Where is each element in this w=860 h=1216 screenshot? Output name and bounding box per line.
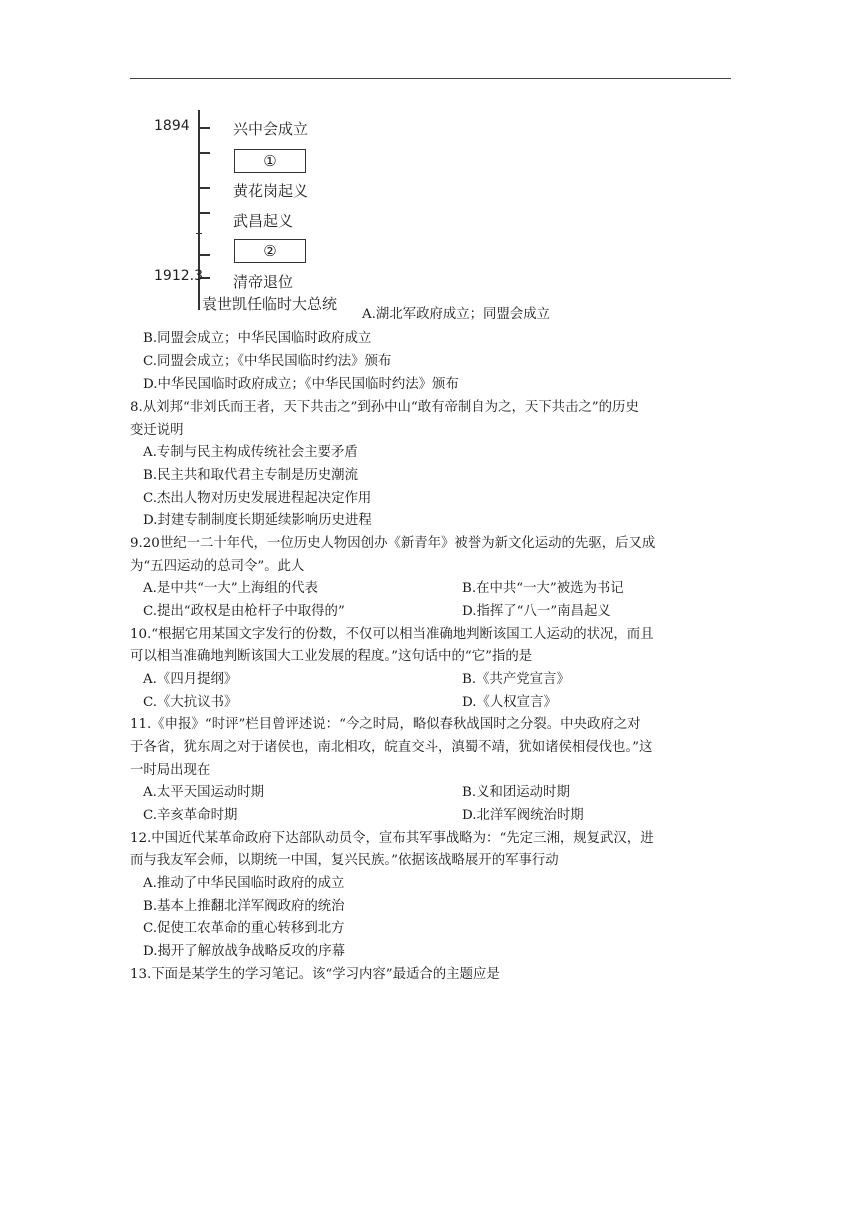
q13-stem: 13.下面是某学生的学习笔记。该“学习内容”最适合的主题应是	[130, 967, 500, 982]
timeline-event: 武昌起义	[233, 212, 294, 230]
q10-stem: 可以相当准确地判断该国大工业发展的程度。”这句话中的“它”指的是	[130, 649, 533, 664]
q9-option-a: A.是中共“一大”上海组的代表	[143, 581, 318, 596]
q7-option-d: D.中华民国临时政府成立；《中华民国临时约法》颁布	[143, 377, 459, 392]
timeline-tick	[198, 187, 210, 189]
q10-stem: 10.“根据它用某国文字发行的份数，不仅可以相当准确地判断该国工人运动的状况，而且	[130, 627, 654, 642]
q8-option-a: A.专制与民主构成传统社会主要矛盾	[143, 445, 358, 460]
timeline-year-end: 1912.3	[154, 268, 203, 284]
timeline-blank-box-2: ②	[234, 239, 306, 263]
q9-stem: 9.20世纪一二十年代，一位历史人物因创办《新青年》被誉为新文化运动的先驱，后又成	[130, 536, 656, 551]
timeline-tick	[198, 212, 210, 214]
q8-option-b: B.民主共和取代君主专制是历史潮流	[143, 468, 358, 483]
q11-option-b: B.义和团运动时期	[462, 785, 570, 800]
timeline-tick	[196, 233, 202, 234]
timeline-event: 兴中会成立	[233, 120, 309, 138]
q7-option-a: A.湖北军政府成立；同盟会成立	[362, 307, 551, 322]
q11-stem: 一时局出现在	[130, 763, 211, 778]
q12-option-d: D.揭开了解放战争战略反攻的序幕	[143, 944, 345, 959]
timeline-year-start: 1894	[154, 118, 190, 134]
q9-stem: 为“五四运动的总司令”。此人	[130, 559, 305, 574]
timeline-tick	[198, 254, 210, 256]
q12-option-c: C.促使工农革命的重心转移到北方	[143, 921, 345, 936]
timeline-event: 黄花岗起义	[233, 182, 309, 200]
q9-option-d: D.指挥了“八一”南昌起义	[462, 604, 611, 619]
q10-option-a: A.《四月提纲》	[143, 672, 238, 687]
q12-stem: 而与我友军会师，以期统一中国，复兴民族。”依据该战略展开的军事行动	[130, 853, 559, 868]
q11-stem: 11.《申报》“时评”栏目曾评述说：“今之时局，略似春秋战国时之分裂。中央政府之对	[130, 717, 641, 732]
q12-option-b: B.基本上推翻北洋军阀政府的统治	[143, 899, 345, 914]
q12-stem: 12.中国近代某革命政府下达部队动员令，宣布其军事战略为：“先定三湘，规复武汉，进	[130, 831, 654, 846]
q8-option-c: C.杰出人物对历史发展进程起决定作用	[143, 491, 372, 506]
timeline-event: 袁世凯任临时大总统	[202, 295, 338, 313]
q8-stem: 8.从刘邦“非刘氏而王者，天下共击之”到孙中山“敢有帝制自为之，天下共击之”的历史	[130, 400, 639, 415]
timeline-figure	[150, 100, 380, 330]
q11-option-c: C.辛亥革命时期	[143, 808, 238, 823]
timeline-blank-box-1: ①	[234, 149, 306, 173]
q10-option-d: D.《人权宣言》	[462, 695, 557, 710]
q10-option-b: B.《共产党宣言》	[462, 672, 570, 687]
header-rule	[130, 78, 731, 79]
timeline-tick	[198, 152, 210, 154]
q8-option-d: D.封建专制制度长期延续影响历史进程	[143, 513, 372, 528]
q9-option-b: B.在中共“一大”被选为书记	[462, 581, 624, 596]
q11-option-d: D.北洋军阀统治时期	[462, 808, 584, 823]
q9-option-c: C.提出“政权是由枪杆子中取得的”	[143, 604, 345, 619]
q12-option-a: A.推动了中华民国临时政府的成立	[143, 876, 345, 891]
q10-option-c: C.《大抗议书》	[143, 695, 238, 710]
timeline-event: 清帝退位	[233, 273, 294, 291]
q11-option-a: A.太平天国运动时期	[143, 785, 265, 800]
q7-option-b: B.同盟会成立；中华民国临时政府成立	[143, 331, 372, 346]
q11-stem: 于各省，犹东周之对于诸侯也，南北相攻，皖直交斗，滇蜀不靖，犹如诸侯相侵伐也。”这	[130, 740, 653, 755]
timeline-tick	[198, 127, 210, 129]
q7-option-c: C.同盟会成立；《中华民国临时约法》颁布	[143, 354, 392, 369]
q8-stem: 变迁说明	[130, 423, 184, 438]
